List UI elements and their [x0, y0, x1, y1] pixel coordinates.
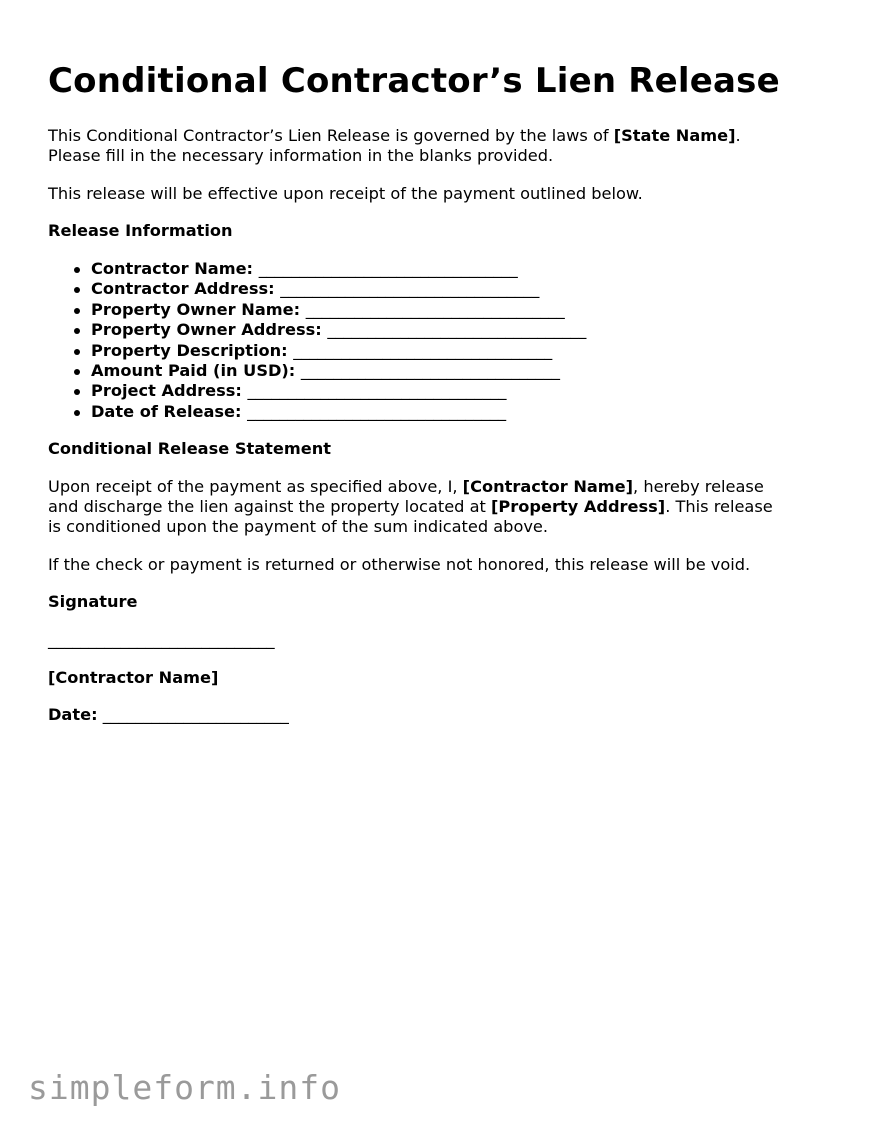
statement-line-2: and discharge the lien against the property located at [Property Address]. This release [48, 497, 773, 516]
intro-line-2: Please fill in the necessary information in the blanks provided. [48, 146, 554, 165]
field-contractor-address[interactable]: Contractor Address: ________________________________ [91, 279, 586, 299]
signer-name-placeholder: [Contractor Name] [48, 668, 219, 687]
field-project-address[interactable]: Project Address: ________________________________ [91, 381, 586, 401]
state-name-placeholder: [State Name] [613, 126, 736, 145]
field-amount-paid[interactable]: Amount Paid (in USD): ________________________________ [91, 361, 586, 381]
void-clause: If the check or payment is returned or otherwise not honored, this release will be void. [48, 555, 751, 574]
property-address-placeholder: [Property Address] [491, 497, 666, 516]
watermark-text: simpleform.info [28, 1068, 342, 1107]
contractor-name-placeholder: [Contractor Name] [462, 477, 634, 496]
field-property-description[interactable]: Property Description: ________________________________ [91, 341, 586, 361]
signature-heading: Signature [48, 592, 138, 611]
statement-line-1: Upon receipt of the payment as specified above, I, [Contractor Name], hereby release [48, 477, 764, 496]
signature-date[interactable] [48, 705, 289, 726]
release-info-heading: Release Information [48, 221, 233, 240]
field-property-owner-name[interactable]: Property Owner Name: ________________________________ [91, 300, 586, 320]
intro-period: . [735, 126, 741, 145]
effective-text: This release will be effective upon receipt of the payment outlined below. [48, 184, 643, 203]
field-property-owner-address[interactable]: Property Owner Address: ________________________________ [91, 320, 587, 340]
date-blank: _______________________ [102, 705, 289, 724]
statement-line-3: is conditioned upon the payment of the sum indicated above. [48, 517, 549, 536]
intro-line-1 [48, 126, 741, 147]
document-title: Conditional Contractor’s Lien Release [48, 61, 780, 101]
release-fields-list [48, 259, 586, 422]
field-date-of-release[interactable]: Date of Release: ________________________________ [91, 402, 586, 422]
field-contractor-name[interactable]: Contractor Name: ________________________________ [91, 259, 586, 279]
intro-text: This Conditional Contractor’s Lien Release is governed by the laws of [48, 126, 614, 145]
signature-line[interactable]: ____________________________ [48, 630, 275, 649]
date-label: Date: [48, 705, 98, 724]
statement-heading: Conditional Release Statement [48, 439, 331, 458]
